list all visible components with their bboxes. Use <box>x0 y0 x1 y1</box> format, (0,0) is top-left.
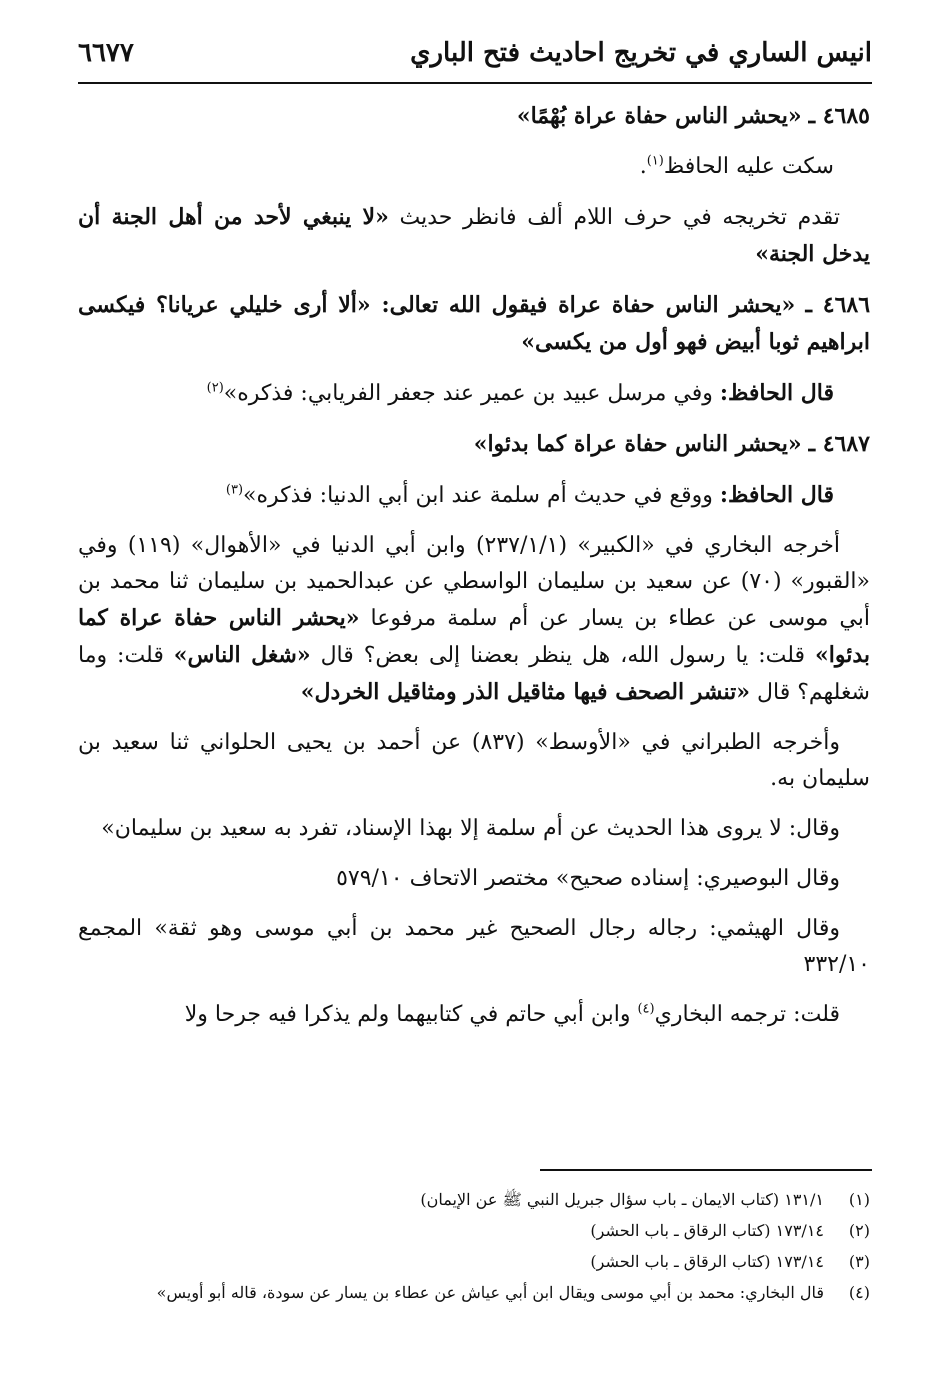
reference-intro: تقدم تخريجه في حرف اللام ألف فانظر حديث <box>399 205 841 230</box>
tabarani-paragraph: وأخرجه الطبراني في «الأوسط» (٨٣٧) عن أحمد بن يحيى الحلواني ثنا سعيد بن سليمان به. <box>78 730 870 791</box>
footnote-number: (١) <box>848 1190 870 1209</box>
paragraph-text: قلت: ترجمه البخاري <box>654 1002 840 1027</box>
entry-number: ٤٦٨٥ ـ <box>808 103 870 129</box>
running-header <box>78 38 872 78</box>
busiri-paragraph: وقال البوصيري: إسناده صحيح» مختصر الاتحاف ٥٧٩/١٠ <box>336 866 840 891</box>
footnote <box>78 1215 870 1246</box>
author-note <box>78 997 870 1033</box>
hadith-text: «يحشر الناس حفاة عراة فيقول الله تعالى: «ألا أرى خليلي عريانا؟ فيكسى ابراهيم ثوبا أبيض فهو أول من يكسى» <box>78 292 870 355</box>
hadith-text: «يحشر الناس حفاة عراة كما بدئوا» <box>473 431 802 457</box>
footnotes <box>78 1184 870 1308</box>
tabarani-comment: وقال: لا يروى هذا الحديث عن أم سلمة إلا بهذا الإسناد، تفرد به سعيد بن سليمان» <box>101 816 840 841</box>
entry-4685 <box>78 98 870 135</box>
footnote <box>78 1184 870 1215</box>
entry-number: ٤٦٨٦ ـ <box>805 292 871 318</box>
footnote-ref: (٤) <box>637 1001 655 1017</box>
reference-hadith: «لا ينبغي لأحد من أهل الجنة أن يدخل الجنة» <box>78 204 870 267</box>
footnote-number: (٢) <box>848 1221 870 1240</box>
book-title: انيس الساري في تخريج احاديث فتح الباري <box>410 38 872 68</box>
bold-quote: «يحشر الناس حفاة عراة كما بدئوا» <box>78 605 871 668</box>
hadith-text: «يحشر الناس حفاة عراة بُهْمًا» <box>516 103 802 129</box>
note-text: سكت عليه الحافظ <box>663 154 834 179</box>
paragraph-text: وابن أبي حاتم في كتابيهما ولم يذكرا فيه جرحا ولا <box>184 1002 631 1027</box>
footnote-ref: (١) <box>646 153 664 169</box>
entry-4685-note: سكت عليه الحافظ$^{(١)}$. <box>639 153 834 179</box>
haythami-paragraph: وقال الهيثمي: رجاله رجال الصحيح غير محمد بن أبي موسى وهو ثقة» المجمع ٣٣٢/١٠ <box>78 916 870 977</box>
entry-4687-hafiz <box>78 477 870 514</box>
page-number: ٦٦٧٧ <box>78 38 134 68</box>
bold-quote: «تنشر الصحف فيها مثاقيل الذر ومثاقيل الخردل» <box>300 679 750 705</box>
footnote-text: قال البخاري: محمد بن أبي موسى ويقال ابن أبي عياش عن عطاء بن يسار عن سودة، قاله أبو أويس» <box>156 1283 824 1302</box>
footnote-text: ١٧٣/١٤ (كتاب الرقاق ـ باب الحشر) <box>590 1221 824 1240</box>
entry-4686-hafiz <box>78 375 870 412</box>
paragraph-text: قلت: يا رسول الله، هل ينظر بعضنا إلى بعض؟ قال <box>320 643 806 668</box>
entry-4686 <box>78 287 870 361</box>
footnote-text: ١٣١/١ (كتاب الايمان ـ باب سؤال جبريل النبي ﷺ عن الإيمان) <box>420 1190 824 1209</box>
page-body <box>78 98 870 1047</box>
qal-label: قال الحافظ: <box>719 380 834 406</box>
footnote-text: ١٧٣/١٤ (كتاب الرقاق ـ باب الحشر) <box>590 1252 824 1271</box>
hafiz-text: ووقع في حديث أم سلمة عند ابن أبي الدنيا: فذكره» <box>243 483 713 508</box>
footnote <box>78 1277 870 1308</box>
hafiz-text: وفي مرسل عبيد بن عمير عند جعفر الفريابي: فذكره» <box>223 381 713 406</box>
paragraph-text: أخرجه البخاري في «الكبير» (٢٣٧/١/١) وابن أبي الدنيا في «الأهوال» (١١٩) وفي «القبور» (٧٠) عن سعيد بن سليمان الواسطي عن عبدالحميد بن سليمان ثنا محمد بن أبي موسى عن عطاء بن يسار عن أم سلمة مرفوعا <box>78 533 871 631</box>
footnote <box>78 1246 870 1277</box>
paragraph-text: قلت: وما شغلهم؟ قال <box>78 643 870 705</box>
footnote-rule <box>540 1169 872 1171</box>
footnote-ref: (٢) <box>206 380 224 396</box>
entry-4685-reference <box>78 199 870 273</box>
bold-quote: «شغل الناس» <box>173 642 311 668</box>
entry-number: ٤٦٨٧ ـ <box>808 431 870 457</box>
footnote-number: (٤) <box>848 1283 870 1302</box>
qal-label: قال الحافظ: <box>719 482 834 508</box>
header-rule <box>78 82 872 84</box>
footnote-ref: (٣) <box>225 482 244 498</box>
footnote-number: (٣) <box>848 1252 870 1271</box>
takhrij-paragraph <box>78 528 870 711</box>
entry-4687 <box>78 426 870 463</box>
